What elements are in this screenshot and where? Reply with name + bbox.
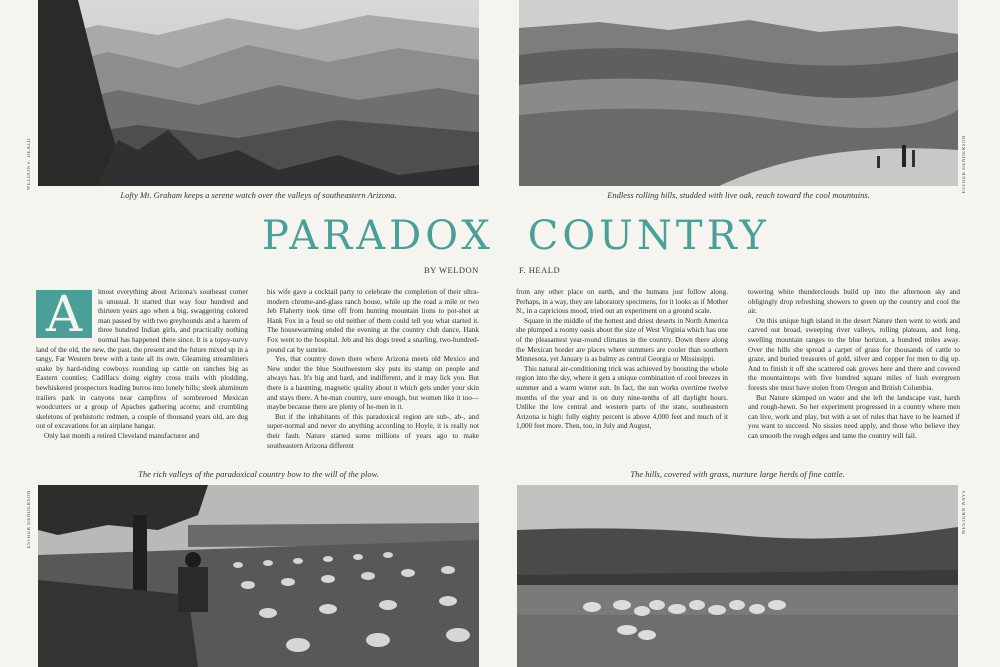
title-word: COUNTRY <box>527 213 770 259</box>
paragraph: Square in the middle of the hottest and driest deserts in North America she plumped a roomy oasis about the size of West Virginia which has one of the pleasantest year-round climates in the country. Down there along the Mexican border are places where summers are cooler than southern Minnesota, yet January is as balmy as central Georgia or Mississippi. <box>516 316 728 364</box>
paragraph: from any other place on earth, and the humans just follow along. Perhaps, in a way, they are laboratory specimens, for it looks as if Mother N., in a capricious mood, tried out an experiment on a ground scale. <box>516 288 728 316</box>
photo-plowed-valley <box>38 485 479 667</box>
photo-rolling-hills <box>519 0 958 186</box>
article-column-4 <box>748 288 960 458</box>
paragraph: Yes, that country down there where Arizona meets old Mexico and New under the blue Southwestern sky puts its stamp on people and always has. It's big and hard, and indifferent, and it may lick you. But there is a haunting, magnetic quality about it which gets under your skin and stays there. A he-man country, sure enough, but women like it too—maybe because there are plenty of he-men in it. <box>267 355 479 412</box>
article-column-2 <box>267 288 479 458</box>
drop-cap: A <box>36 290 92 338</box>
byline: BY WELDON <box>424 265 479 275</box>
photo-mt-graham <box>38 0 479 186</box>
byline: F. HEALD <box>519 265 561 275</box>
photo-caption: The hills, covered with grass, nurture large herds of fine cattle. <box>630 469 845 479</box>
photo-caption: The rich valleys of the paradoxical country bow to the will of the plow. <box>138 469 379 479</box>
photo-cattle-herd <box>517 485 958 667</box>
paragraph: towering white thunderclouds build up into the afternoon sky and obligingly drop refreshing showers to green up the country and cool the air. <box>748 288 960 316</box>
paragraph: But Nature skimped on water and she left the landscape vast, harsh and rough-hewn. So her experiment progressed in a country where men can live, work and play, but with a set of rules that have to be learned if you want to succeed. No sissies need apply, and those who believe they can smooth the rough edges and tame the country will fail. <box>748 393 960 440</box>
paragraph: his wife gave a cocktail party to celebrate the completion of their ultra-modern chrome-and-glass ranch house, while up the road a mile or two Jeb Flaherty took time off from hunting mountain lions to pot-shot at Hank Fox in a feud so old neither of them could tell you what started it. The housewarming ended the evening at the country club dance, Hank Fox went to the hospital. Jeb and his dogs treed a snarling, two-hundred-pound cat by sunrise. <box>267 288 479 354</box>
paragraph: lmost everything about Arizona's southeast corner is unusual. It started that way four hundred and thirteen years ago when a big, swaggering colored man passed by with two greyhounds and a harem of three hundred Indian girls, and practically nothing normal has happened there since. It is a topsy-turvy land of the old, the new, the past, the present and the future mixed up in a tangy, Far Western brew with a taste all its own. Gleaming streamliners snake by hard-riding cowboys rounding up cattle on ranches big as Eastern counties; Cadillacs doing eighty cross trails with plodding, bewhiskered prospectors leading burros into lonely hills; sleek aluminum trailers park in canyons near campfires of sombreroed Mexican woodcutters or a group of Apaches gathering acorns; and crumbling skeletons of prehistoric redmen, a couple of thousand years old, are dug out of excavations for an airplane hangar. <box>36 288 248 431</box>
photo-credit: WESTERN WAYS <box>962 490 967 535</box>
paragraph: On this unique high island in the desert Nature then went to work and carved out broad, sweeping river valleys, rolling plateaus, and long, swelling mountain ranges to the blue horizon, a hundred miles away. Over the hills she spread a carpet of grass for thousands of cattle to graze, and buried treasures of gold, silver and copper for men to dig up. And to finish it off she scattered oak groves here and there and covered the mountaintops with five hundred square miles of lush evergreen forests she must have stolen from Oregon and British Columbia. <box>748 316 960 392</box>
article-column-3 <box>516 288 728 458</box>
article-column-1 <box>36 288 248 458</box>
title-word: PARADOX <box>262 213 494 259</box>
photo-caption: Endless rolling hills, studded with live oak, reach toward the cool mountains. <box>607 190 870 200</box>
photo-credit: ESTHER HENDERSON <box>962 135 967 194</box>
paragraph: This natural air-conditioning trick was achieved by boosting the whole region into the sky, where it gets a unique combination of cool breezes in summer and a warm winter sun. In fact, the sun works overtime twelve months of the year and is on duty nine-tenths of all daylight hours. Unlike the low central and western parts of the state, southeastern Arizona is high: fully eighty percent is above 4,000 feet and much of it 1,000 feet more. Then, too, in July and August, <box>516 364 728 431</box>
article-title <box>262 213 770 259</box>
photo-credit: WELDON F. HEALD <box>27 138 32 191</box>
photo-credit: ESTHER HENDERSON <box>27 490 32 549</box>
paragraph: Only last month a retired Cleveland manufacturer and <box>44 431 200 440</box>
paragraph: But if the inhabitants of this paradoxical region are sub-, ab-, and super-normal and never do anything according to Hoyle, it is really not their fault. Nature started some millions of years ago to make southeastern Arizona different <box>267 412 479 450</box>
photo-caption: Lofty Mt. Graham keeps a serene watch over the valleys of southeastern Arizona. <box>120 190 397 200</box>
